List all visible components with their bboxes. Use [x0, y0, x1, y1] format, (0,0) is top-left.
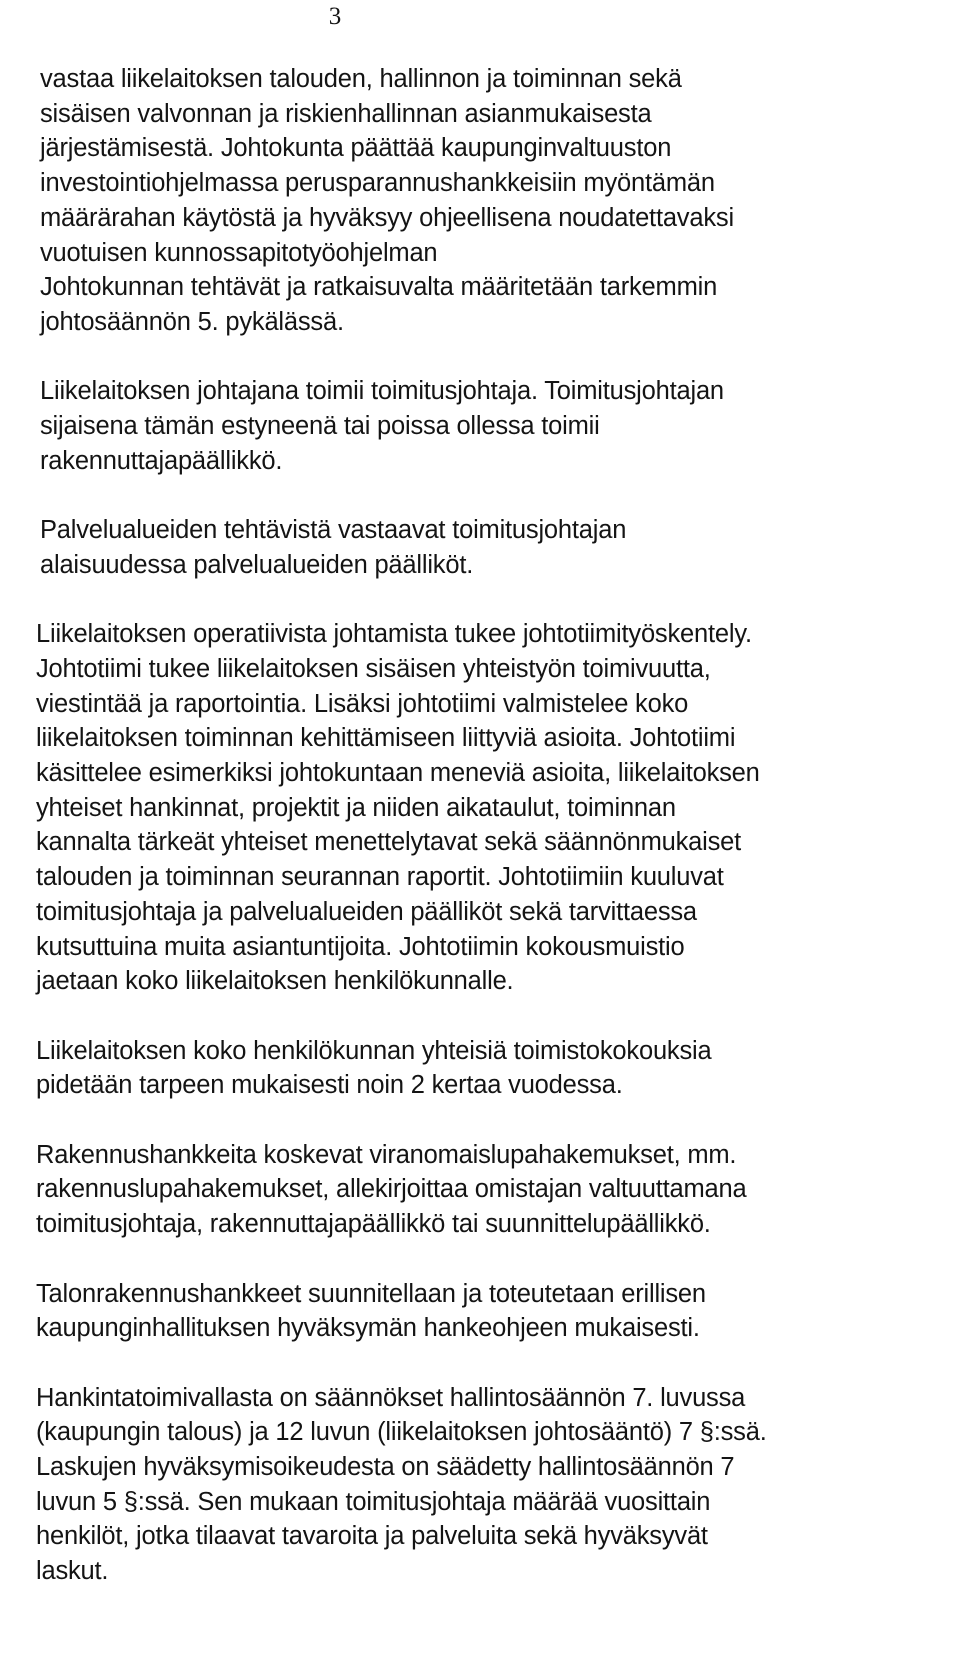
text-line: johtosäännön 5. pykälässä.	[40, 307, 344, 336]
text-line: alaisuudessa palvelualueiden päälliköt.	[40, 550, 474, 579]
text-line: pidetään tarpeen mukaisesti noin 2 kertaa vuodessa.	[36, 1071, 623, 1100]
text-line: Hankintatoimivallasta on säännökset hallintosäännön 7. luvussa	[36, 1383, 746, 1412]
text-line: Laskujen hyväksymisoikeudesta on säädetty hallintosäännön 7	[36, 1453, 735, 1482]
text-line: yhteiset hankinnat, projektit ja niiden aikataulut, toiminnan	[36, 793, 676, 822]
text-line: vastaa liikelaitoksen talouden, hallinnon ja toiminnan sekä	[40, 65, 682, 93]
paragraph-toimitusjohtaja	[36, 374, 951, 478]
text-line: investointiohjelmassa perusparannushankkeisiin myöntämän	[40, 169, 715, 198]
text-line: määrärahan käytöstä ja hyväksyy ohjeellisena noudatettavaksi	[40, 203, 734, 232]
text-line: henkilöt, jotka tilaavat tavaroita ja palveluita sekä hyväksyvät	[36, 1522, 708, 1551]
text-line: sijaisena tämän estyneenä tai poissa ollessa toimii	[40, 412, 600, 441]
text-line: käsittelee esimerkiksi johtokuntaan meneviä asioita, liikelaitoksen	[36, 759, 760, 788]
text-line: sisäisen valvonnan ja riskienhallinnan asianmukaisesta	[40, 99, 652, 128]
paragraph-hankintatoimivalta	[36, 1381, 951, 1589]
text-line: Johtotiimi tukee liikelaitoksen sisäisen yhteistyön toimivuutta,	[36, 654, 711, 683]
text-line: kaupunginhallituksen hyväksymän hankeohjeen mukaisesti.	[36, 1314, 700, 1343]
body-text	[36, 62, 951, 1589]
text-line: talouden ja toiminnan seurannan raportit. Johtotiimiin kuuluvat	[36, 863, 724, 892]
paragraph-palvelualueet	[36, 513, 951, 582]
text-line: järjestämisestä. Johtokunta päättää kaupunginvaltuuston	[40, 134, 672, 163]
page-number: 3	[328, 3, 342, 30]
text-line: (kaupungin talous) ja 12 luvun (liikelaitoksen johtosääntö) 7 §:ssä.	[36, 1418, 767, 1447]
text-line: toimitusjohtaja, rakennuttajapäällikkö tai suunnittelupäällikkö.	[36, 1210, 711, 1239]
text-line: Talonrakennushankkeet suunnitellaan ja toteutetaan erillisen	[36, 1279, 706, 1308]
paragraph-toimistokokoukset	[36, 1034, 951, 1103]
text-line: kannalta tärkeät yhteiset menettelytavat sekä säännönmukaiset	[36, 828, 742, 857]
text-line: kutsuttuina muita asiantuntijoita. Johtotiimin kokousmuistio	[36, 932, 685, 961]
text-line: luvun 5 §:ssä. Sen mukaan toimitusjohtaja määrää vuosittain	[36, 1487, 711, 1516]
text-line: Johtokunnan tehtävät ja ratkaisuvalta määritetään tarkemmin	[40, 273, 718, 302]
paragraph-lupahakemukset	[36, 1138, 951, 1242]
text-line: Liikelaitoksen johtajana toimii toimitusjohtaja. Toimitusjohtajan	[40, 377, 724, 406]
text-line: rakennuttajapäällikkö.	[40, 446, 283, 475]
text-line: toimitusjohtaja ja palvelualueiden päälliköt sekä tarvittaessa	[36, 897, 697, 926]
text-line: Palvelualueiden tehtävistä vastaavat toimitusjohtajan	[40, 516, 627, 545]
text-line: Rakennushankkeita koskevat viranomaislupahakemukset, mm.	[36, 1140, 737, 1169]
text-line: Liikelaitoksen koko henkilökunnan yhteisiä toimistokokouksia	[36, 1036, 712, 1065]
text-line: laskut.	[36, 1557, 109, 1586]
text-line: rakennuslupahakemukset, allekirjoittaa omistajan valtuuttamana	[36, 1175, 747, 1204]
paragraph-johtokunta	[36, 62, 951, 340]
text-line: liikelaitoksen toiminnan kehittämiseen liittyviä asioita. Johtotiimi	[36, 724, 736, 753]
text-line: jaetaan koko liikelaitoksen henkilökunnalle.	[36, 967, 514, 996]
paragraph-johtotiimi	[36, 617, 951, 999]
text-line: Liikelaitoksen operatiivista johtamista tukee johtotiimityöskentely.	[36, 620, 752, 649]
text-line: vuotuisen kunnossapitotyöohjelman	[40, 238, 438, 267]
paragraph-talonrakennus	[36, 1277, 951, 1346]
text-line: viestintää ja raportointia. Lisäksi johtotiimi valmistelee koko	[36, 689, 689, 718]
